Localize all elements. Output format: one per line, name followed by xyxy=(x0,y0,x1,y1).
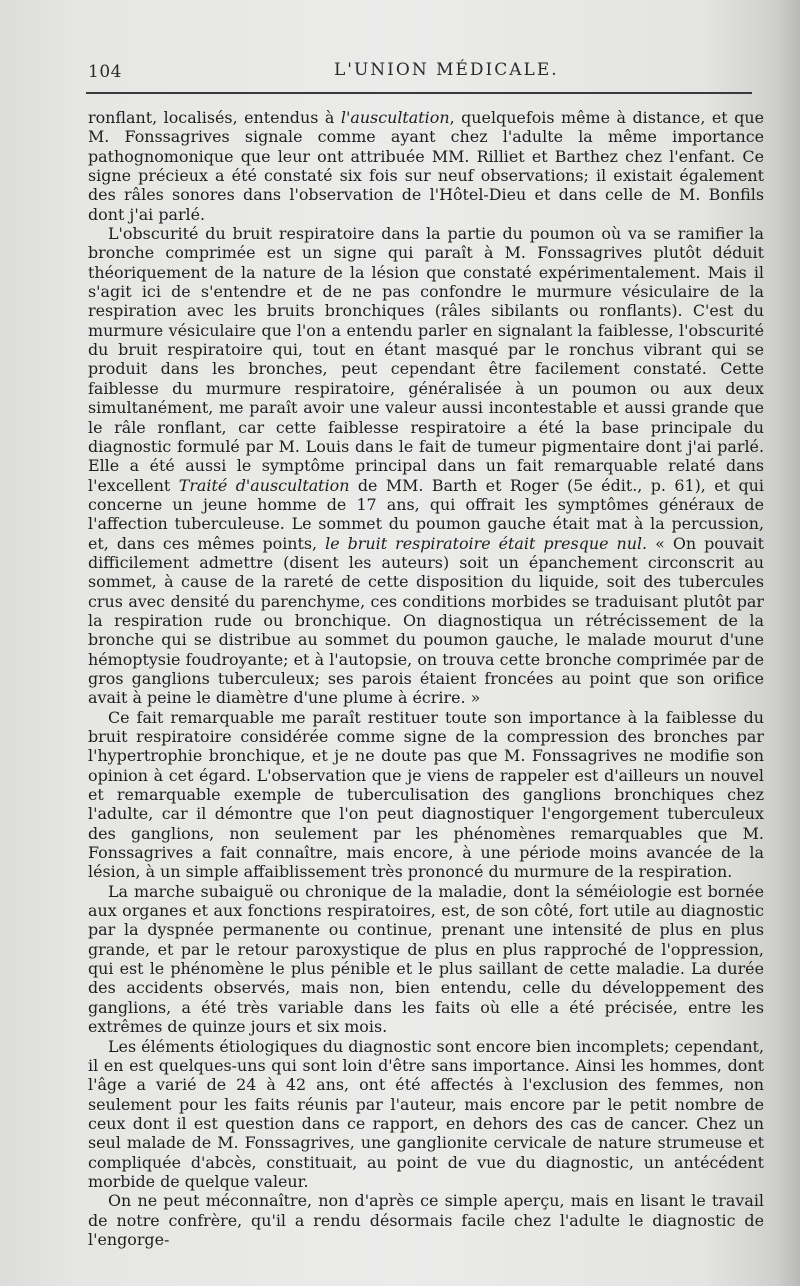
page-number: 104 xyxy=(88,62,122,82)
paragraph-5: Les éléments étiologiques du diagnostic sont encore bien incomplets; cependant, il en est quelques-uns qui sont loin d'être sans importance. Ainsi les hommes, dont l'âge a varié de 24 à 42 ans, ont été affectés à l'exclusion des femmes, non seulement pour les faits réunis par l'auteur, mais encore par le petit nombre de ceux dont il est question dans ce rapport, en dehors des cas de cancer. Chez un seul malade de M. Fonssagrives, une ganglionite cervicale de nature strumeuse et compliquée d'abcès, constituait, au point de vue du diagnostic, un antécédent morbide de quelque valeur. xyxy=(88,1036,764,1191)
paragraph-2 xyxy=(88,224,764,708)
paragraph-2-middle: de MM. Barth et Roger (5e édit., p. 61), et qui concerne un jeune homme de 17 ans, qui offrait les symptômes généraux de l'affection tuberculeuse. Le sommet du poumon gauche était mat à la percussion, et, dans ces mêmes points, xyxy=(88,475,764,553)
paragraph-1-lead: ronflant, localisés, entendus à xyxy=(88,108,341,127)
article-body xyxy=(88,108,764,1249)
page-header xyxy=(88,60,752,84)
paragraph-1-emphasis: l'auscultation xyxy=(340,108,450,127)
paragraph-6: On ne peut méconnaître, non d'après ce simple aperçu, mais en lisant le travail de notre confrère, qu'il a rendu désormais facile chez l'adulte le diagnostic de l'engorge- xyxy=(88,1191,764,1249)
paragraph-1-trail: , quelquefois même à distance, et que M. Fonssagrives signale comme ayant chez l'adulte la même importance pathognomonique que leur ont attribuée MM. Rilliet et Barthez chez l'enfant. Ce signe précieux a été constaté six fois sur neuf observations; il existait également des râles sonores dans l'observation de l'Hôtel-Dieu et dans celle de M. Bonfils dont j'ai parlé. xyxy=(88,108,765,224)
header-rule xyxy=(86,92,752,94)
paragraph-2-tail: « On pouvait difficilement admettre (disent les auteurs) soit un épanchement circonscrit au sommet, à cause de la rareté de cette disposition du liquide, soit des tubercules crus avec densité du parenchyme, ces conditions morbides se traduisant plutôt par la respiration rude ou bronchique. On diagnostiqua un rétrécissement de la bronche qui se distribue au sommet du poumon gauche, le malade mourut d'une hémoptysie foudroyante; et à l'autopsie, on trouva cette bronche comprimée par de gros ganglions tuberculeux; ses parois étaient froncées au point que son orifice avait à peine le diamètre d'une plume à écrire. » xyxy=(88,533,765,708)
paragraph-4: La marche subaiguë ou chronique de la maladie, dont la séméiologie est bornée aux organes et aux fonctions respiratoires, est, de son côté, fort utile au diagnostic par la dyspnée permanente ou continue, prenant une intensité de plus en plus grande, et par le retour paroxystique de plus en plus rapproché de l'oppression, qui est le phénomène le plus pénible et le plus saillant de cette maladie. La durée des accidents observés, mais non, bien entendu, celle du développement des ganglions, a été très variable dans les faits où elle a été précisée, entre les extrêmes de quinze jours et six mois. xyxy=(88,881,764,1037)
running-title: L'UNION MÉDICALE. xyxy=(334,60,559,80)
paragraph-2-emphasis-quote: le bruit respiratoire était presque nul. xyxy=(325,533,648,553)
paragraph-2-text: L'obscurité du bruit respiratoire dans la partie du poumon où va se ramifier la bronche comprimée est un signe qui paraît à M. Fonssagrives plutôt déduit théoriquement de la nature de la lésion que constaté expérimentalement. Mais il s'agit ici de s'entendre et de ne pas confondre le murmure vésiculaire de la respiration avec les bruits bronchiques (râles sibilants ou ronflants). C'est du murmure vésiculaire que l'on a entendu parler en signalant la faiblesse, l'obscurité du bruit respiratoire qui, tout en étant masqué par le ronchus vibrant qui se produit dans les bronches, peut cependant être facilement constaté. Cette faiblesse du murmure respiratoire, généralisée à un poumon ou aux deux simultanément, me paraît avoir une valeur aussi incontestable et aussi grande que le râle ronflant, car cette faiblesse respiratoire a été la base principale du diagnostic formulé par M. Louis dans le fait de tumeur pigmentaire dont j'ai parlé. Elle a été aussi le symptôme principal dans un fait remarquable relaté dans l'excellent xyxy=(88,224,764,495)
paragraph-2-emphasis-title: Traité d'auscultation xyxy=(178,475,350,495)
paragraph-1 xyxy=(88,108,764,224)
paragraph-3: Ce fait remarquable me paraît restituer toute son importance à la faiblesse du bruit respiratoire considérée comme signe de la compression des bronches par l'hypertrophie bronchique, et je ne doute pas que M. Fonssagrives ne modifie son opinion à cet égard. L'observation que je viens de rappeler est d'ailleurs un nouvel et remarquable exemple de tuberculisation des ganglions bronchiques chez l'adulte, car il démontre que l'on peut diagnostiquer l'engorgement tuberculeux des ganglions, non seulement par les phénomènes remarquables que M. Fonssagrives a fait connaître, mais encore, à une période moins avancée de la lésion, à un simple affaiblissement très prononcé du murmure de la respiration. xyxy=(88,707,764,882)
